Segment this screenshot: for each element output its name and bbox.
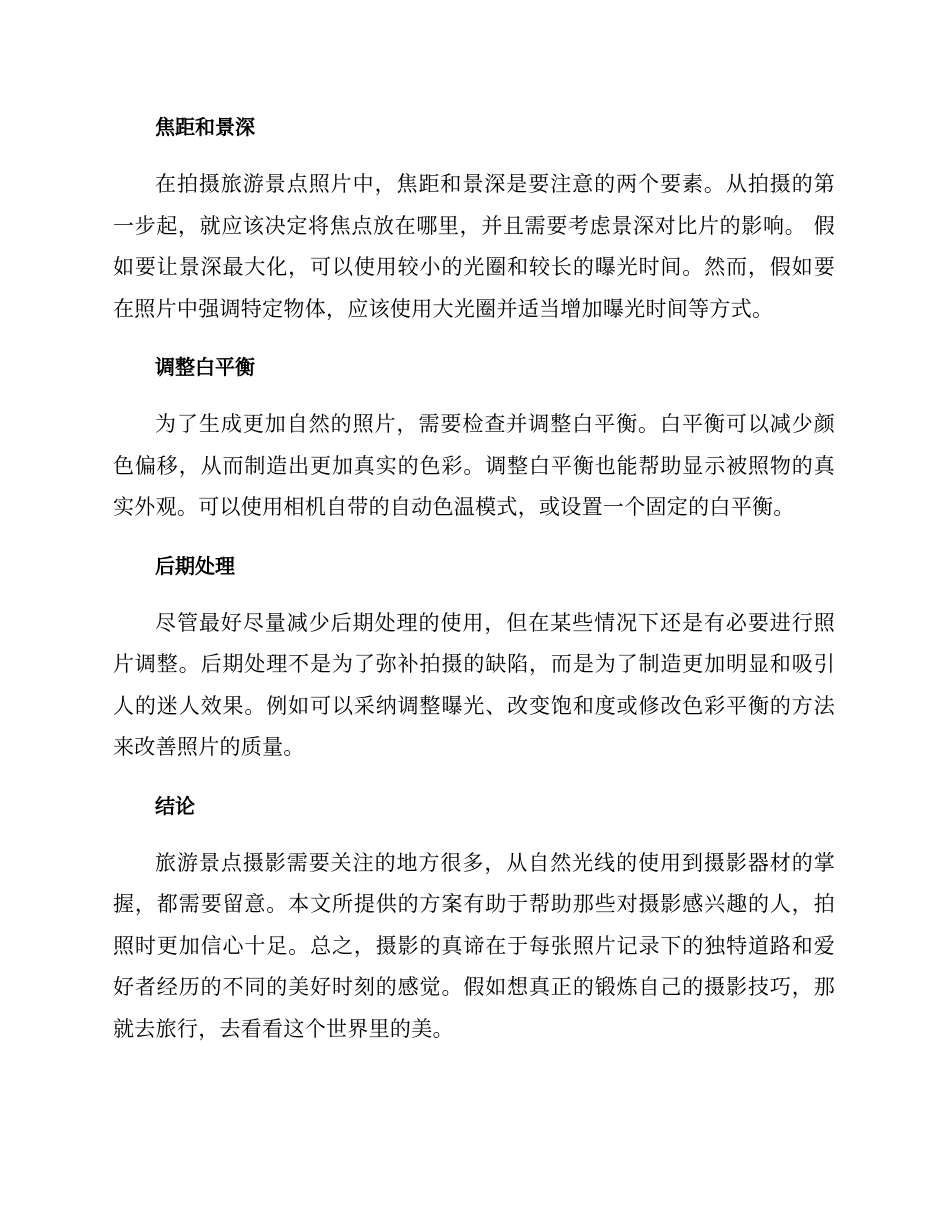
document-body (113, 108, 835, 1068)
section-paragraph: 在拍摄旅游景点照片中，焦距和景深是要注意的两个要素。从拍摄的第一步起，就应该决定将焦点放在哪里，并且需要考虑景深对比片的影响。 假如要让景深最大化，可以使用较小的光圈和较长的曝光时间。然而，假如要在照片中强调特定物体，应该使用大光圈并适当增加曝光时间等方式。 (113, 172, 835, 321)
section-heading: 结论 (155, 793, 195, 818)
section-paragraph: 尽管最好尽量减少后期处理的使用，但在某些情况下还是有必要进行照片调整。后期处理不是为了弥补拍摄的缺陷，而是为了制造更加明显和吸引人的迷人效果。例如可以采纳调整曝光、改变饱和度或修改色彩平衡的方法来改善照片的质量。 (113, 610, 835, 759)
section-paragraph: 旅游景点摄影需要关注的地方很多，从自然光线的使用到摄影器材的掌握，都需要留意。本文所提供的方案有助于帮助那些对摄影感兴趣的人，拍照时更加信心十足。总之，摄影的真谛在于每张照片记录下的独特道路和爱好者经历的不同的美好时刻的感觉。假如想真正的锻炼自己的摄影技巧，那就去旅行，去看看这个世界里的美。 (113, 850, 835, 1041)
section-focal-length-depth-of-field (113, 108, 835, 330)
section-heading: 焦距和景深 (155, 115, 255, 139)
section-post-processing (113, 547, 835, 769)
section-conclusion (113, 787, 835, 1051)
section-white-balance (113, 348, 835, 529)
section-heading: 后期处理 (155, 553, 235, 578)
section-paragraph: 为了生成更加自然的照片，需要检查并调整白平衡。白平衡可以减少颜色偏移，从而制造出更加真实的色彩。调整白平衡也能帮助显示被照物的真实外观。可以使用相机自带的自动色温模式，或设置一个固定的白平衡。 (113, 412, 835, 519)
section-heading: 调整白平衡 (155, 355, 255, 379)
